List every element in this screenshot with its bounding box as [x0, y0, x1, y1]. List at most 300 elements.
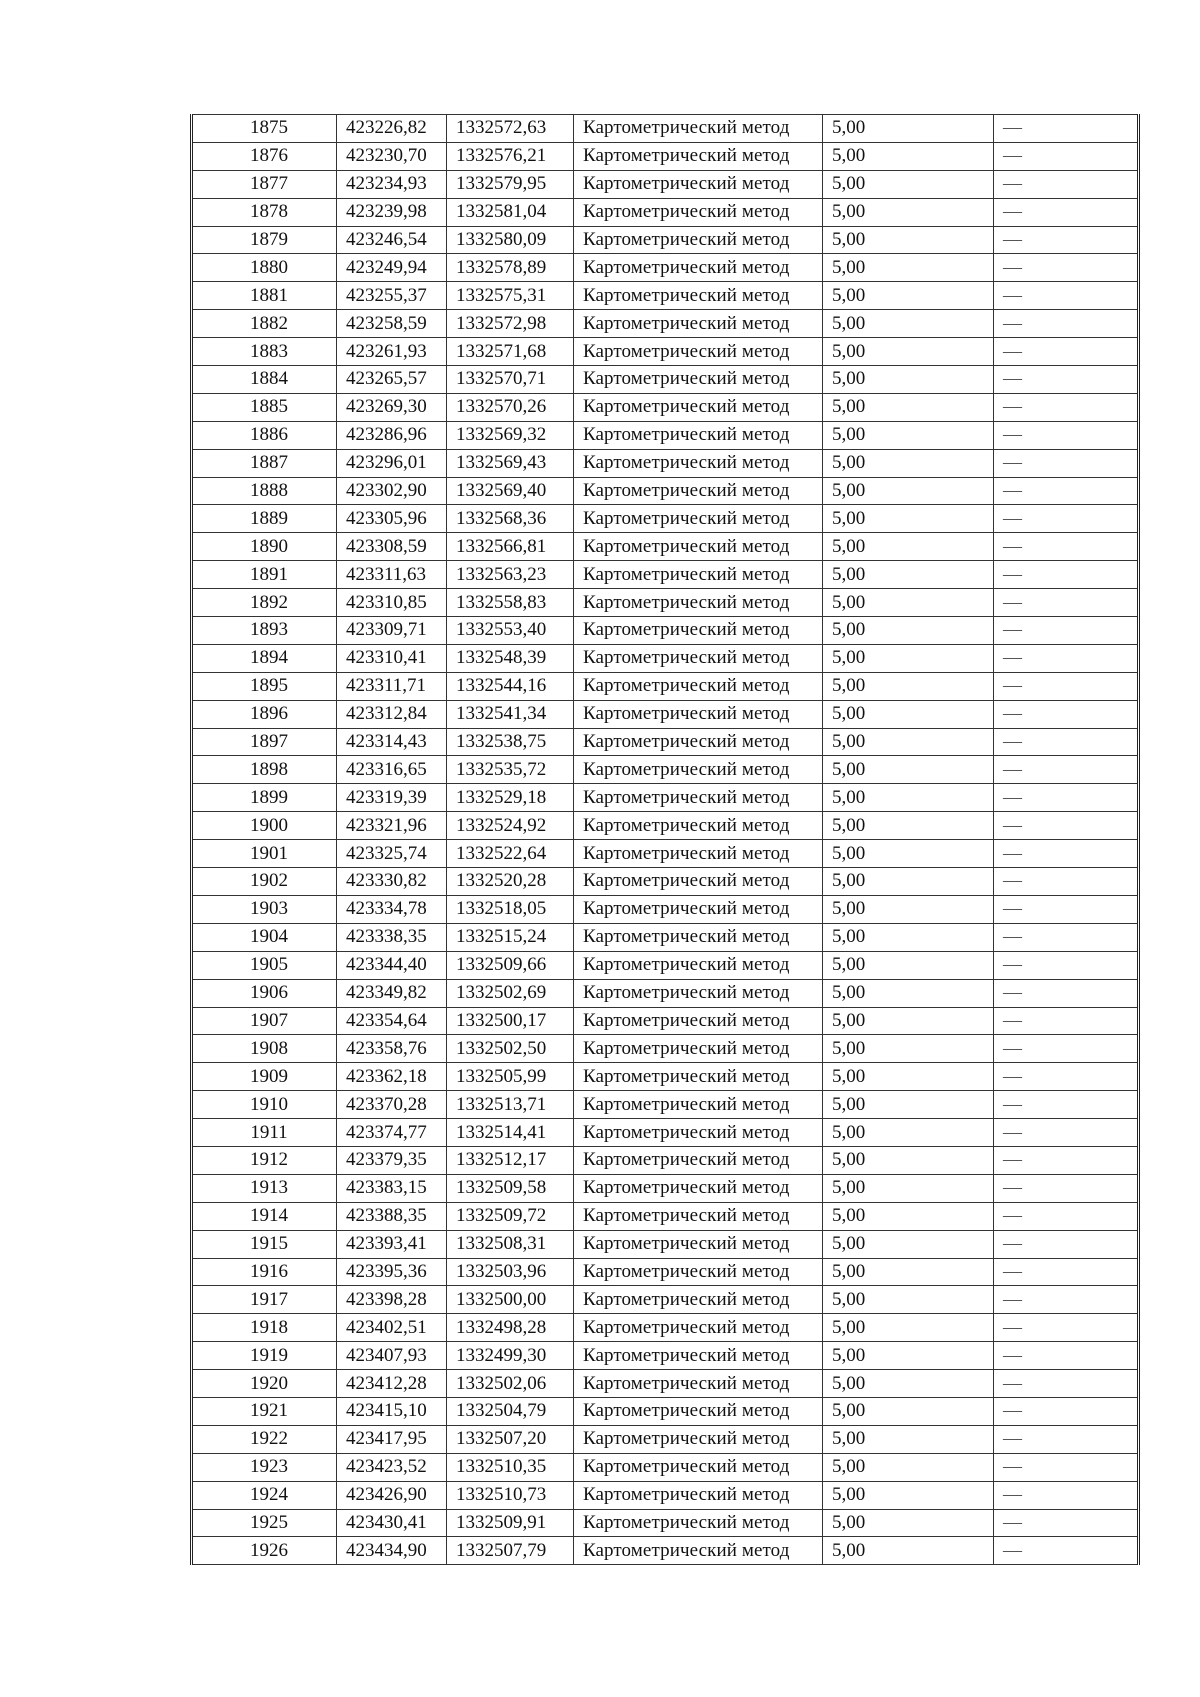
- method-cell: Картометрический метод: [574, 728, 823, 756]
- x-coordinate-cell: 423383,15: [337, 1174, 447, 1202]
- table-row: [192, 589, 1139, 617]
- method-cell: Картометрический метод: [574, 1035, 823, 1063]
- point-number-cell: 1922: [192, 1425, 337, 1453]
- table-row: [192, 1035, 1139, 1063]
- table-row: [192, 812, 1139, 840]
- description-cell: —: [994, 756, 1139, 784]
- description-cell: —: [994, 895, 1139, 923]
- table-row: [192, 728, 1139, 756]
- point-number-cell: 1880: [192, 254, 337, 282]
- method-cell: Картометрический метод: [574, 533, 823, 561]
- y-coordinate-cell: 1332541,34: [447, 700, 574, 728]
- point-number-cell: 1875: [192, 115, 337, 143]
- point-number-cell: 1905: [192, 951, 337, 979]
- method-cell: Картометрический метод: [574, 1230, 823, 1258]
- method-cell: Картометрический метод: [574, 505, 823, 533]
- accuracy-cell: 5,00: [823, 1174, 994, 1202]
- point-number-cell: 1913: [192, 1174, 337, 1202]
- point-number-cell: 1911: [192, 1119, 337, 1147]
- description-cell: —: [994, 142, 1139, 170]
- y-coordinate-cell: 1332509,66: [447, 951, 574, 979]
- x-coordinate-cell: 423407,93: [337, 1342, 447, 1370]
- x-coordinate-cell: 423255,37: [337, 282, 447, 310]
- point-number-cell: 1876: [192, 142, 337, 170]
- method-cell: Картометрический метод: [574, 1314, 823, 1342]
- point-number-cell: 1894: [192, 644, 337, 672]
- x-coordinate-cell: 423412,28: [337, 1370, 447, 1398]
- description-cell: —: [994, 784, 1139, 812]
- point-number-cell: 1896: [192, 700, 337, 728]
- y-coordinate-cell: 1332505,99: [447, 1063, 574, 1091]
- point-number-cell: 1901: [192, 840, 337, 868]
- point-number-cell: 1895: [192, 672, 337, 700]
- y-coordinate-cell: 1332548,39: [447, 644, 574, 672]
- table-row: [192, 142, 1139, 170]
- point-number-cell: 1879: [192, 226, 337, 254]
- y-coordinate-cell: 1332544,16: [447, 672, 574, 700]
- method-cell: Картометрический метод: [574, 310, 823, 338]
- method-cell: Картометрический метод: [574, 1258, 823, 1286]
- description-cell: —: [994, 1314, 1139, 1342]
- accuracy-cell: 5,00: [823, 1509, 994, 1537]
- method-cell: Картометрический метод: [574, 923, 823, 951]
- point-number-cell: 1883: [192, 338, 337, 366]
- y-coordinate-cell: 1332502,69: [447, 979, 574, 1007]
- description-cell: —: [994, 951, 1139, 979]
- x-coordinate-cell: 423370,28: [337, 1091, 447, 1119]
- point-number-cell: 1903: [192, 895, 337, 923]
- y-coordinate-cell: 1332538,75: [447, 728, 574, 756]
- table-row: [192, 421, 1139, 449]
- x-coordinate-cell: 423308,59: [337, 533, 447, 561]
- description-cell: —: [994, 505, 1139, 533]
- method-cell: Картометрический метод: [574, 282, 823, 310]
- x-coordinate-cell: 423349,82: [337, 979, 447, 1007]
- method-cell: Картометрический метод: [574, 1286, 823, 1314]
- method-cell: Картометрический метод: [574, 449, 823, 477]
- method-cell: Картометрический метод: [574, 366, 823, 394]
- table-row: [192, 282, 1139, 310]
- accuracy-cell: 5,00: [823, 561, 994, 589]
- accuracy-cell: 5,00: [823, 1146, 994, 1174]
- point-number-cell: 1891: [192, 561, 337, 589]
- accuracy-cell: 5,00: [823, 1202, 994, 1230]
- x-coordinate-cell: 423261,93: [337, 338, 447, 366]
- x-coordinate-cell: 423311,71: [337, 672, 447, 700]
- y-coordinate-cell: 1332566,81: [447, 533, 574, 561]
- table-row: [192, 1509, 1139, 1537]
- method-cell: Картометрический метод: [574, 589, 823, 617]
- accuracy-cell: 5,00: [823, 1425, 994, 1453]
- point-number-cell: 1908: [192, 1035, 337, 1063]
- point-number-cell: 1902: [192, 868, 337, 896]
- description-cell: —: [994, 1007, 1139, 1035]
- method-cell: Картометрический метод: [574, 1481, 823, 1509]
- x-coordinate-cell: 423334,78: [337, 895, 447, 923]
- table-row: [192, 1314, 1139, 1342]
- point-number-cell: 1926: [192, 1537, 337, 1565]
- method-cell: Картометрический метод: [574, 142, 823, 170]
- y-coordinate-cell: 1332572,63: [447, 115, 574, 143]
- table-row: [192, 1397, 1139, 1425]
- table-row: [192, 366, 1139, 394]
- point-number-cell: 1906: [192, 979, 337, 1007]
- y-coordinate-cell: 1332571,68: [447, 338, 574, 366]
- method-cell: Картометрический метод: [574, 226, 823, 254]
- accuracy-cell: 5,00: [823, 812, 994, 840]
- y-coordinate-cell: 1332514,41: [447, 1119, 574, 1147]
- description-cell: —: [994, 533, 1139, 561]
- table-row: [192, 617, 1139, 645]
- method-cell: Картометрический метод: [574, 784, 823, 812]
- method-cell: Картометрический метод: [574, 1397, 823, 1425]
- coordinates-table-body: [192, 115, 1139, 1565]
- method-cell: Картометрический метод: [574, 115, 823, 143]
- point-number-cell: 1888: [192, 477, 337, 505]
- method-cell: Картометрический метод: [574, 617, 823, 645]
- table-row: [192, 1146, 1139, 1174]
- accuracy-cell: 5,00: [823, 700, 994, 728]
- point-number-cell: 1899: [192, 784, 337, 812]
- method-cell: Картометрический метод: [574, 338, 823, 366]
- table-row: [192, 1425, 1139, 1453]
- table-row: [192, 1342, 1139, 1370]
- y-coordinate-cell: 1332572,98: [447, 310, 574, 338]
- point-number-cell: 1904: [192, 923, 337, 951]
- accuracy-cell: 5,00: [823, 142, 994, 170]
- accuracy-cell: 5,00: [823, 421, 994, 449]
- point-number-cell: 1907: [192, 1007, 337, 1035]
- method-cell: Картометрический метод: [574, 1202, 823, 1230]
- description-cell: —: [994, 617, 1139, 645]
- description-cell: —: [994, 421, 1139, 449]
- description-cell: —: [994, 979, 1139, 1007]
- accuracy-cell: 5,00: [823, 1370, 994, 1398]
- table-row: [192, 1063, 1139, 1091]
- description-cell: —: [994, 449, 1139, 477]
- y-coordinate-cell: 1332504,79: [447, 1397, 574, 1425]
- description-cell: —: [994, 1425, 1139, 1453]
- table-row: [192, 254, 1139, 282]
- y-coordinate-cell: 1332508,31: [447, 1230, 574, 1258]
- x-coordinate-cell: 423430,41: [337, 1509, 447, 1537]
- table-row: [192, 505, 1139, 533]
- x-coordinate-cell: 423362,18: [337, 1063, 447, 1091]
- x-coordinate-cell: 423314,43: [337, 728, 447, 756]
- x-coordinate-cell: 423305,96: [337, 505, 447, 533]
- y-coordinate-cell: 1332579,95: [447, 170, 574, 198]
- description-cell: —: [994, 1035, 1139, 1063]
- description-cell: —: [994, 1481, 1139, 1509]
- y-coordinate-cell: 1332575,31: [447, 282, 574, 310]
- table-row: [192, 1202, 1139, 1230]
- table-row: [192, 1286, 1139, 1314]
- method-cell: Картометрический метод: [574, 254, 823, 282]
- accuracy-cell: 5,00: [823, 338, 994, 366]
- x-coordinate-cell: 423379,35: [337, 1146, 447, 1174]
- y-coordinate-cell: 1332510,35: [447, 1453, 574, 1481]
- accuracy-cell: 5,00: [823, 617, 994, 645]
- x-coordinate-cell: 423296,01: [337, 449, 447, 477]
- description-cell: —: [994, 812, 1139, 840]
- accuracy-cell: 5,00: [823, 840, 994, 868]
- y-coordinate-cell: 1332553,40: [447, 617, 574, 645]
- method-cell: Картометрический метод: [574, 1370, 823, 1398]
- x-coordinate-cell: 423265,57: [337, 366, 447, 394]
- accuracy-cell: 5,00: [823, 895, 994, 923]
- x-coordinate-cell: 423316,65: [337, 756, 447, 784]
- table-row: [192, 1537, 1139, 1565]
- point-number-cell: 1885: [192, 393, 337, 421]
- table-row: [192, 1481, 1139, 1509]
- point-number-cell: 1921: [192, 1397, 337, 1425]
- accuracy-cell: 5,00: [823, 589, 994, 617]
- point-number-cell: 1893: [192, 617, 337, 645]
- description-cell: —: [994, 1397, 1139, 1425]
- x-coordinate-cell: 423226,82: [337, 115, 447, 143]
- x-coordinate-cell: 423393,41: [337, 1230, 447, 1258]
- description-cell: —: [994, 1146, 1139, 1174]
- y-coordinate-cell: 1332510,73: [447, 1481, 574, 1509]
- description-cell: —: [994, 393, 1139, 421]
- accuracy-cell: 5,00: [823, 1007, 994, 1035]
- y-coordinate-cell: 1332581,04: [447, 198, 574, 226]
- point-number-cell: 1877: [192, 170, 337, 198]
- point-number-cell: 1915: [192, 1230, 337, 1258]
- method-cell: Картометрический метод: [574, 561, 823, 589]
- point-number-cell: 1917: [192, 1286, 337, 1314]
- method-cell: Картометрический метод: [574, 1509, 823, 1537]
- accuracy-cell: 5,00: [823, 1397, 994, 1425]
- accuracy-cell: 5,00: [823, 310, 994, 338]
- method-cell: Картометрический метод: [574, 979, 823, 1007]
- y-coordinate-cell: 1332580,09: [447, 226, 574, 254]
- y-coordinate-cell: 1332570,71: [447, 366, 574, 394]
- point-number-cell: 1890: [192, 533, 337, 561]
- x-coordinate-cell: 423423,52: [337, 1453, 447, 1481]
- y-coordinate-cell: 1332563,23: [447, 561, 574, 589]
- x-coordinate-cell: 423302,90: [337, 477, 447, 505]
- x-coordinate-cell: 423312,84: [337, 700, 447, 728]
- table-row: [192, 1091, 1139, 1119]
- x-coordinate-cell: 423344,40: [337, 951, 447, 979]
- table-row: [192, 923, 1139, 951]
- point-number-cell: 1916: [192, 1258, 337, 1286]
- method-cell: Картометрический метод: [574, 1146, 823, 1174]
- point-number-cell: 1898: [192, 756, 337, 784]
- x-coordinate-cell: 423434,90: [337, 1537, 447, 1565]
- table-row: [192, 1174, 1139, 1202]
- accuracy-cell: 5,00: [823, 282, 994, 310]
- y-coordinate-cell: 1332515,24: [447, 923, 574, 951]
- point-number-cell: 1914: [192, 1202, 337, 1230]
- y-coordinate-cell: 1332503,96: [447, 1258, 574, 1286]
- accuracy-cell: 5,00: [823, 1453, 994, 1481]
- x-coordinate-cell: 423319,39: [337, 784, 447, 812]
- table-row: [192, 840, 1139, 868]
- description-cell: —: [994, 1537, 1139, 1565]
- y-coordinate-cell: 1332576,21: [447, 142, 574, 170]
- point-number-cell: 1884: [192, 366, 337, 394]
- method-cell: Картометрический метод: [574, 812, 823, 840]
- table-row: [192, 895, 1139, 923]
- x-coordinate-cell: 423374,77: [337, 1119, 447, 1147]
- point-number-cell: 1924: [192, 1481, 337, 1509]
- description-cell: —: [994, 115, 1139, 143]
- method-cell: Картометрический метод: [574, 477, 823, 505]
- description-cell: —: [994, 366, 1139, 394]
- description-cell: —: [994, 1286, 1139, 1314]
- method-cell: Картометрический метод: [574, 170, 823, 198]
- x-coordinate-cell: 423321,96: [337, 812, 447, 840]
- table-row: [192, 115, 1139, 143]
- y-coordinate-cell: 1332570,26: [447, 393, 574, 421]
- point-number-cell: 1900: [192, 812, 337, 840]
- y-coordinate-cell: 1332507,20: [447, 1425, 574, 1453]
- description-cell: —: [994, 700, 1139, 728]
- table-row: [192, 1007, 1139, 1035]
- point-number-cell: 1886: [192, 421, 337, 449]
- point-number-cell: 1892: [192, 589, 337, 617]
- method-cell: Картометрический метод: [574, 198, 823, 226]
- accuracy-cell: 5,00: [823, 1342, 994, 1370]
- accuracy-cell: 5,00: [823, 533, 994, 561]
- point-number-cell: 1919: [192, 1342, 337, 1370]
- accuracy-cell: 5,00: [823, 923, 994, 951]
- x-coordinate-cell: 423310,41: [337, 644, 447, 672]
- y-coordinate-cell: 1332502,06: [447, 1370, 574, 1398]
- accuracy-cell: 5,00: [823, 1481, 994, 1509]
- accuracy-cell: 5,00: [823, 1314, 994, 1342]
- x-coordinate-cell: 423338,35: [337, 923, 447, 951]
- coordinates-table: [190, 114, 1140, 1565]
- description-cell: —: [994, 1258, 1139, 1286]
- y-coordinate-cell: 1332529,18: [447, 784, 574, 812]
- point-number-cell: 1897: [192, 728, 337, 756]
- table-row: [192, 1119, 1139, 1147]
- point-number-cell: 1887: [192, 449, 337, 477]
- accuracy-cell: 5,00: [823, 170, 994, 198]
- y-coordinate-cell: 1332558,83: [447, 589, 574, 617]
- point-number-cell: 1909: [192, 1063, 337, 1091]
- accuracy-cell: 5,00: [823, 1063, 994, 1091]
- method-cell: Картометрический метод: [574, 1537, 823, 1565]
- x-coordinate-cell: 423395,36: [337, 1258, 447, 1286]
- table-row: [192, 644, 1139, 672]
- table-row: [192, 1230, 1139, 1258]
- table-row: [192, 561, 1139, 589]
- point-number-cell: 1925: [192, 1509, 337, 1537]
- table-row: [192, 700, 1139, 728]
- description-cell: —: [994, 1453, 1139, 1481]
- description-cell: —: [994, 310, 1139, 338]
- y-coordinate-cell: 1332518,05: [447, 895, 574, 923]
- y-coordinate-cell: 1332509,91: [447, 1509, 574, 1537]
- method-cell: Картометрический метод: [574, 895, 823, 923]
- x-coordinate-cell: 423249,94: [337, 254, 447, 282]
- description-cell: —: [994, 1370, 1139, 1398]
- description-cell: —: [994, 1509, 1139, 1537]
- y-coordinate-cell: 1332578,89: [447, 254, 574, 282]
- accuracy-cell: 5,00: [823, 198, 994, 226]
- description-cell: —: [994, 1174, 1139, 1202]
- method-cell: Картометрический метод: [574, 756, 823, 784]
- point-number-cell: 1882: [192, 310, 337, 338]
- table-row: [192, 1370, 1139, 1398]
- description-cell: —: [994, 1119, 1139, 1147]
- x-coordinate-cell: 423310,85: [337, 589, 447, 617]
- accuracy-cell: 5,00: [823, 254, 994, 282]
- point-number-cell: 1918: [192, 1314, 337, 1342]
- method-cell: Картометрический метод: [574, 1091, 823, 1119]
- method-cell: Картометрический метод: [574, 1425, 823, 1453]
- description-cell: —: [994, 728, 1139, 756]
- x-coordinate-cell: 423358,76: [337, 1035, 447, 1063]
- y-coordinate-cell: 1332502,50: [447, 1035, 574, 1063]
- description-cell: —: [994, 1063, 1139, 1091]
- table-row: [192, 784, 1139, 812]
- y-coordinate-cell: 1332569,32: [447, 421, 574, 449]
- method-cell: Картометрический метод: [574, 1174, 823, 1202]
- table-row: [192, 756, 1139, 784]
- point-number-cell: 1910: [192, 1091, 337, 1119]
- description-cell: —: [994, 672, 1139, 700]
- table-row: [192, 198, 1139, 226]
- table-row: [192, 226, 1139, 254]
- x-coordinate-cell: 423286,96: [337, 421, 447, 449]
- description-cell: —: [994, 589, 1139, 617]
- accuracy-cell: 5,00: [823, 1035, 994, 1063]
- x-coordinate-cell: 423239,98: [337, 198, 447, 226]
- y-coordinate-cell: 1332509,72: [447, 1202, 574, 1230]
- accuracy-cell: 5,00: [823, 366, 994, 394]
- y-coordinate-cell: 1332522,64: [447, 840, 574, 868]
- point-number-cell: 1912: [192, 1146, 337, 1174]
- description-cell: —: [994, 1230, 1139, 1258]
- accuracy-cell: 5,00: [823, 115, 994, 143]
- x-coordinate-cell: 423246,54: [337, 226, 447, 254]
- description-cell: —: [994, 923, 1139, 951]
- table-row: [192, 1453, 1139, 1481]
- description-cell: —: [994, 1342, 1139, 1370]
- x-coordinate-cell: 423230,70: [337, 142, 447, 170]
- x-coordinate-cell: 423258,59: [337, 310, 447, 338]
- accuracy-cell: 5,00: [823, 1119, 994, 1147]
- method-cell: Картометрический метод: [574, 672, 823, 700]
- accuracy-cell: 5,00: [823, 393, 994, 421]
- description-cell: —: [994, 477, 1139, 505]
- accuracy-cell: 5,00: [823, 449, 994, 477]
- y-coordinate-cell: 1332535,72: [447, 756, 574, 784]
- table-row: [192, 951, 1139, 979]
- description-cell: —: [994, 561, 1139, 589]
- accuracy-cell: 5,00: [823, 672, 994, 700]
- description-cell: —: [994, 1091, 1139, 1119]
- description-cell: —: [994, 282, 1139, 310]
- table-row: [192, 477, 1139, 505]
- method-cell: Картометрический метод: [574, 868, 823, 896]
- x-coordinate-cell: 423311,63: [337, 561, 447, 589]
- accuracy-cell: 5,00: [823, 1230, 994, 1258]
- x-coordinate-cell: 423415,10: [337, 1397, 447, 1425]
- x-coordinate-cell: 423426,90: [337, 1481, 447, 1509]
- x-coordinate-cell: 423309,71: [337, 617, 447, 645]
- description-cell: —: [994, 868, 1139, 896]
- y-coordinate-cell: 1332507,79: [447, 1537, 574, 1565]
- point-number-cell: 1878: [192, 198, 337, 226]
- y-coordinate-cell: 1332500,17: [447, 1007, 574, 1035]
- accuracy-cell: 5,00: [823, 1286, 994, 1314]
